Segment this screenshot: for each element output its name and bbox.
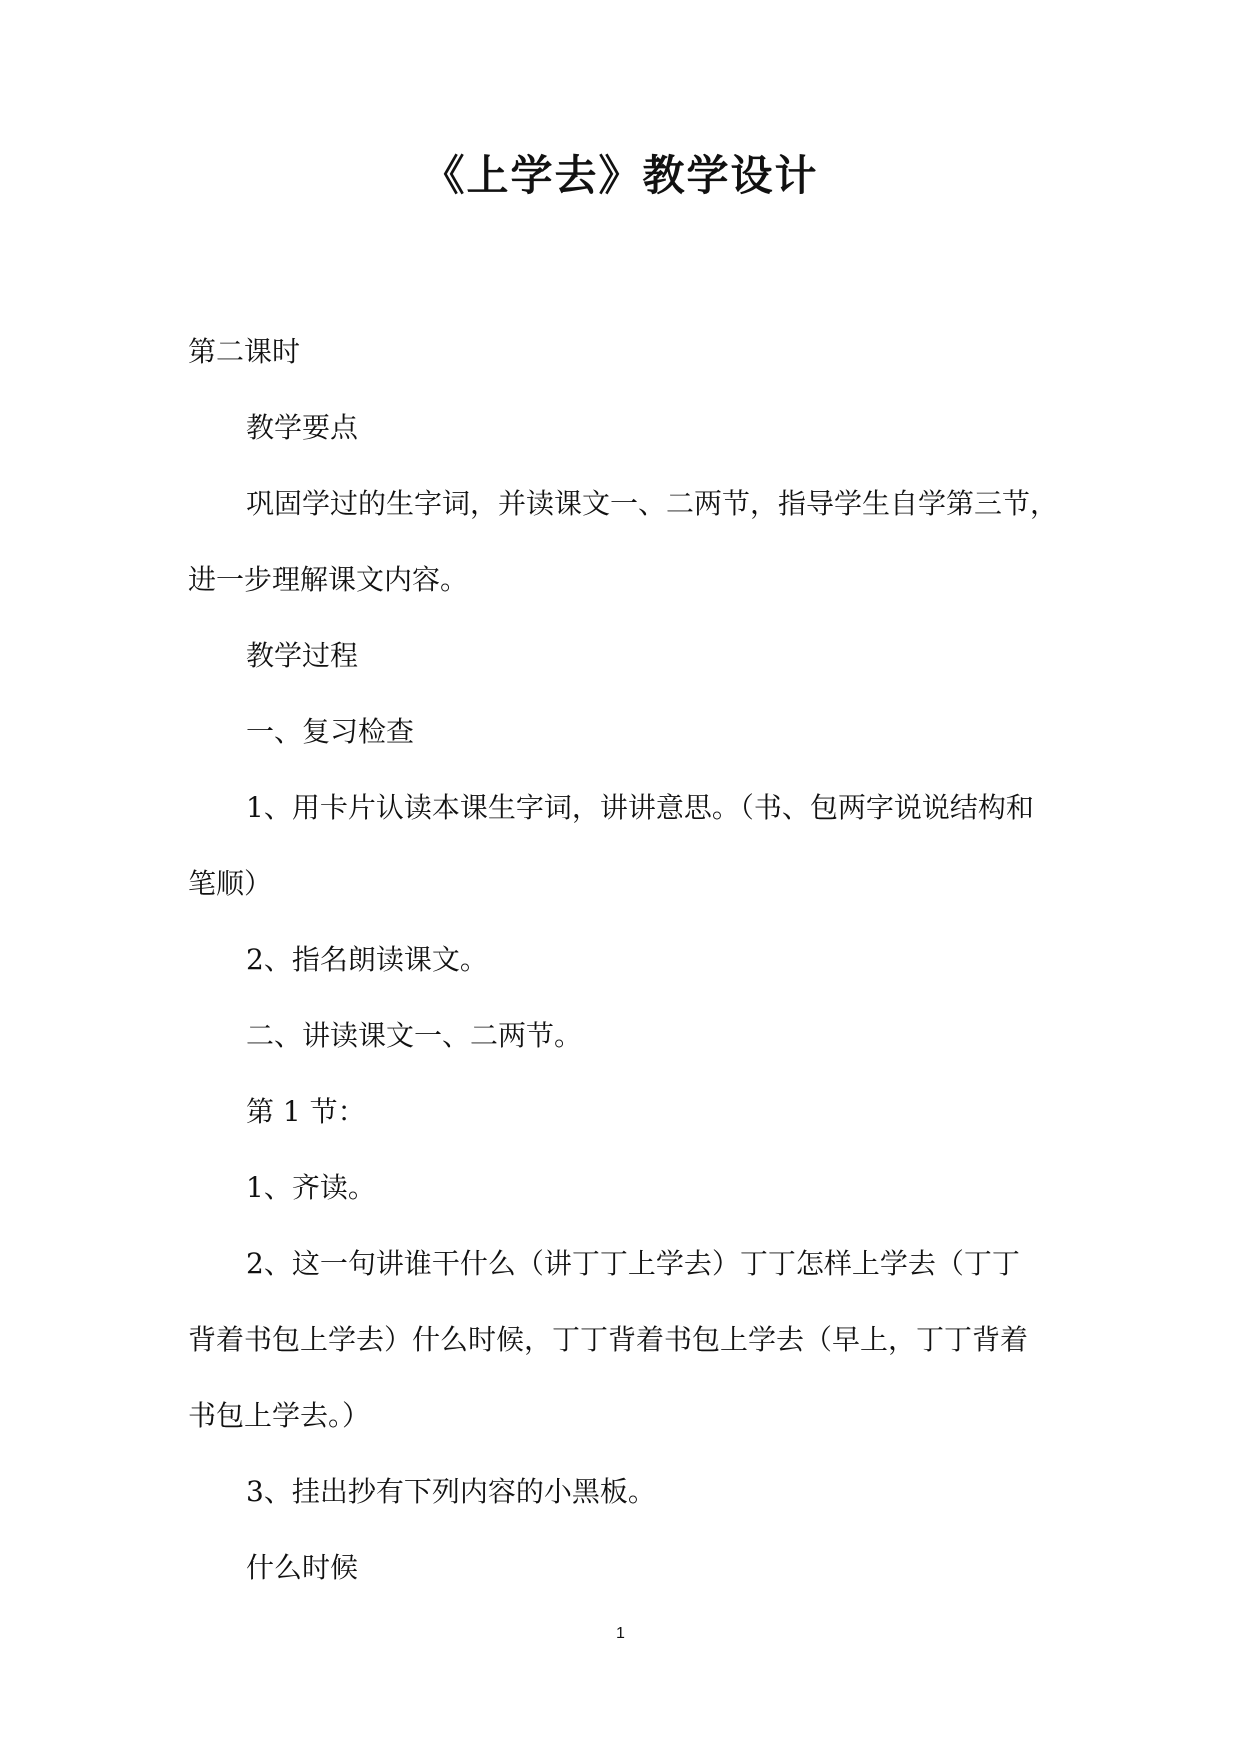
paragraph-line: 书包上学去。） bbox=[188, 1399, 371, 1432]
paragraph-line: 2、指名朗读课文。 bbox=[246, 943, 488, 976]
paragraph-line: 巩固学过的生字词，并读课文一、二两节，指导学生自学第三节， bbox=[246, 487, 1059, 520]
paragraph-line: 1、齐读。 bbox=[246, 1171, 376, 1204]
document-title: 《上学去》教学设计 bbox=[422, 151, 819, 200]
paragraph-line: 二、讲读课文一、二两节。 bbox=[246, 1019, 583, 1052]
paragraph-line: 第二课时 bbox=[188, 335, 301, 368]
paragraph-line: 2、这一句讲谁干什么（讲丁丁上学去）丁丁怎样上学去（丁丁 bbox=[246, 1247, 1020, 1280]
paragraph-line: 教学过程 bbox=[246, 639, 359, 672]
paragraph-line: 1、用卡片认读本课生字词，讲讲意思。（书、包两字说说结构和 bbox=[246, 791, 1034, 824]
paragraph-line: 3、挂出抄有下列内容的小黑板。 bbox=[246, 1475, 656, 1508]
paragraph-line: 背着书包上学去）什么时候，丁丁背着书包上学去（早上，丁丁背着 bbox=[188, 1323, 1029, 1356]
page-number: 1 bbox=[616, 1625, 625, 1642]
paragraph-line: 一、复习检查 bbox=[246, 715, 415, 748]
paragraph-line: 进一步理解课文内容。 bbox=[188, 563, 469, 596]
paragraph-line: 教学要点 bbox=[246, 411, 359, 444]
paragraph-line: 第 1 节： bbox=[246, 1095, 366, 1128]
paragraph-line: 什么时候 bbox=[246, 1551, 359, 1584]
paragraph-line: 笔顺） bbox=[188, 867, 273, 900]
